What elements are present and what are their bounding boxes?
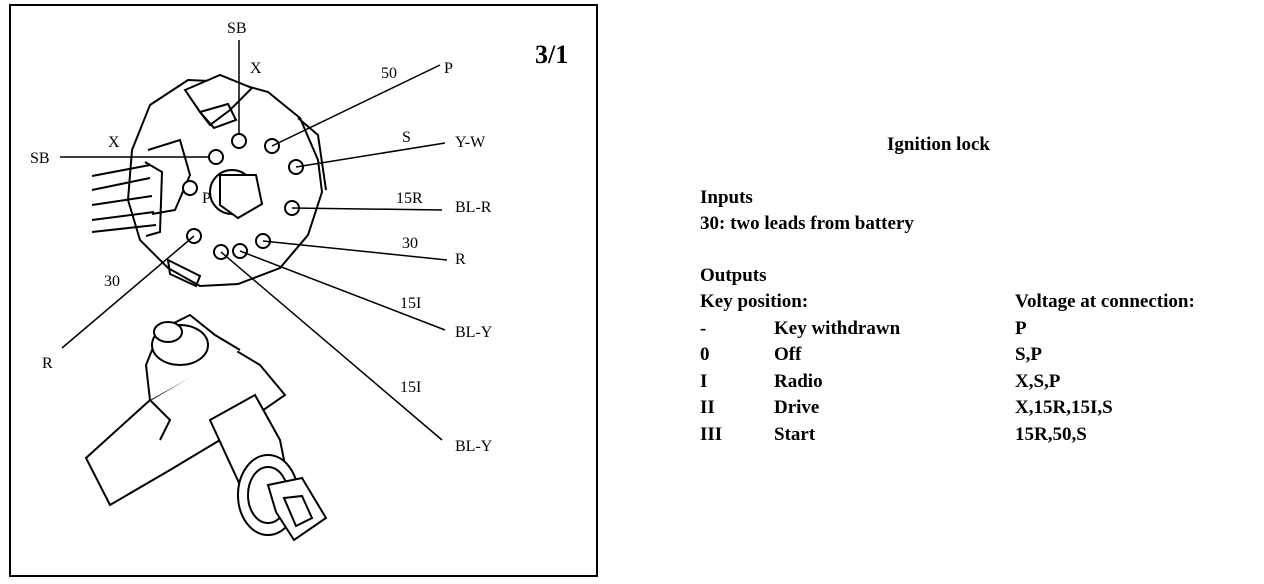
label-s: S (402, 129, 411, 146)
label-sb-left: SB (30, 150, 50, 167)
table-row (700, 424, 1260, 448)
label-15r: 15R (396, 190, 423, 207)
row-voltage: S,P (1015, 344, 1042, 365)
outputs-header-row (700, 291, 1260, 315)
label-yw: Y-W (455, 134, 486, 151)
pin-x (232, 134, 246, 148)
row-position: II (700, 397, 715, 418)
row-position: - (700, 318, 707, 339)
figure-number: 3/1 (535, 40, 569, 69)
lock-cylinder (86, 315, 326, 540)
outputs-heading: Outputs (700, 265, 767, 286)
row-name: Start (774, 424, 816, 445)
label-x-top: X (250, 60, 262, 77)
row-voltage: P (1015, 318, 1027, 339)
label-15i-b: 15I (400, 379, 422, 396)
label-50: 50 (381, 65, 397, 82)
inputs-text: 30: two leads from battery (700, 213, 914, 234)
pin-sb (209, 150, 223, 164)
table-row (700, 344, 1260, 368)
table-row (700, 371, 1260, 395)
label-bly-a: BL-Y (455, 324, 493, 341)
ignition-lock-diagram (0, 0, 610, 584)
row-position: 0 (700, 344, 710, 365)
label-p-right: P (444, 60, 453, 77)
voltage-header: Voltage at connection: (1015, 291, 1195, 312)
label-sb-top: SB (227, 20, 247, 37)
row-position: III (700, 424, 723, 445)
row-name: Radio (774, 371, 823, 392)
label-r-left: R (42, 355, 53, 372)
label-15i-a: 15I (400, 295, 422, 312)
pin-p (183, 181, 197, 195)
label-bly-b: BL-Y (455, 438, 493, 455)
row-voltage: X,15R,15I,S (1015, 397, 1113, 418)
label-r-right: R (455, 251, 466, 268)
table-row (700, 397, 1260, 421)
row-name: Drive (774, 397, 820, 418)
row-name: Key withdrawn (774, 318, 901, 339)
inputs-heading: Inputs (700, 187, 753, 208)
table-row (700, 318, 1260, 342)
row-voltage: 15R,50,S (1015, 424, 1087, 445)
label-blr: BL-R (455, 199, 492, 216)
label-30-right: 30 (402, 235, 418, 252)
row-voltage: X,S,P (1015, 371, 1061, 392)
row-name: Off (774, 344, 802, 365)
row-position: I (700, 371, 708, 392)
label-x-left: X (108, 134, 120, 151)
info-title: Ignition lock (887, 134, 990, 155)
key-position-header: Key position: (700, 291, 809, 312)
label-30-left: 30 (104, 273, 120, 290)
label-p-pin: P (202, 190, 211, 207)
